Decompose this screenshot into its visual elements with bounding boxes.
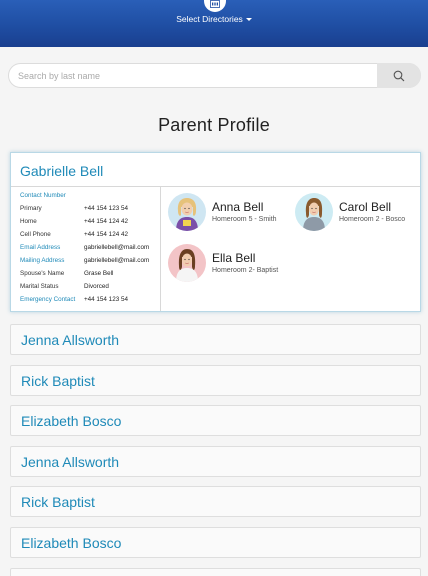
child-avatar <box>168 193 206 231</box>
child-avatar <box>168 244 206 282</box>
child-name: Anna Bell <box>212 200 264 214</box>
info-label: Email Address <box>20 244 61 251</box>
info-value[interactable]: +44 154 124 42 <box>84 231 128 238</box>
child-homeroom: Homeroom 2 - Bosco <box>339 216 406 223</box>
search-icon <box>393 70 405 82</box>
child-name: Carol Bell <box>339 200 392 214</box>
child-card-ella-bell[interactable] <box>168 244 290 284</box>
parent-list-item[interactable] <box>10 446 421 477</box>
info-label: Home <box>20 218 37 225</box>
parent-list-item[interactable] <box>10 365 421 396</box>
info-value[interactable]: gabriellebell@mail.com <box>84 257 150 264</box>
info-value: Grase Bell <box>84 270 114 277</box>
child-homeroom: Homeroom 5 - Smith <box>212 216 277 223</box>
info-label: Marital Status <box>20 283 59 290</box>
contact-number-heading: Contact Number <box>20 192 66 199</box>
school-logo-icon <box>204 0 226 12</box>
parent-list-name: Elizabeth Bosco <box>21 413 122 429</box>
parent-list-item[interactable] <box>10 405 421 436</box>
select-directories-label: Select Directories <box>176 14 243 24</box>
info-value[interactable]: +44 154 123 54 <box>84 296 128 303</box>
child-card-carol-bell[interactable] <box>295 193 417 233</box>
parent-list-name: Jenna Allsworth <box>21 454 120 470</box>
parent-list-item[interactable] <box>10 527 421 558</box>
child-avatar <box>295 193 333 231</box>
search-input[interactable] <box>18 68 373 83</box>
search-bar <box>8 63 421 88</box>
divider <box>11 186 420 187</box>
search-button[interactable] <box>377 63 421 88</box>
info-label: Cell Phone <box>20 231 51 238</box>
parent-list-item[interactable] <box>10 568 421 576</box>
child-card-anna-bell[interactable] <box>168 193 290 233</box>
app-header <box>0 0 428 47</box>
info-value[interactable]: +44 154 124 42 <box>84 218 128 225</box>
parent-list-name: Rick Baptist <box>21 373 95 389</box>
info-value[interactable]: gabriellebell@mail.com <box>84 244 150 251</box>
info-value[interactable]: +44 154 123 54 <box>84 205 128 212</box>
page-title: Parent Profile <box>158 115 270 135</box>
parent-name[interactable]: Gabrielle Bell <box>20 163 104 179</box>
chevron-down-icon <box>246 18 252 21</box>
parent-list-name: Rick Baptist <box>21 494 95 510</box>
child-name: Ella Bell <box>212 251 256 265</box>
parent-profile-card <box>10 152 421 312</box>
child-homeroom: Homeroom 2- Baptist <box>212 267 279 274</box>
info-value: Divorced <box>84 283 109 290</box>
info-label: Spouse's Name <box>20 270 65 277</box>
parent-list-name: Jenna Allsworth <box>21 332 120 348</box>
info-label: Emergency Contact <box>20 296 76 303</box>
info-label: Primary <box>20 205 42 212</box>
select-directories-dropdown[interactable] <box>0 14 428 24</box>
info-label: Mailing Address <box>20 257 65 264</box>
parent-list-name: Elizabeth Bosco <box>21 535 122 551</box>
parent-list-item[interactable] <box>10 486 421 517</box>
parent-list-item[interactable] <box>10 324 421 355</box>
divider <box>160 186 161 311</box>
